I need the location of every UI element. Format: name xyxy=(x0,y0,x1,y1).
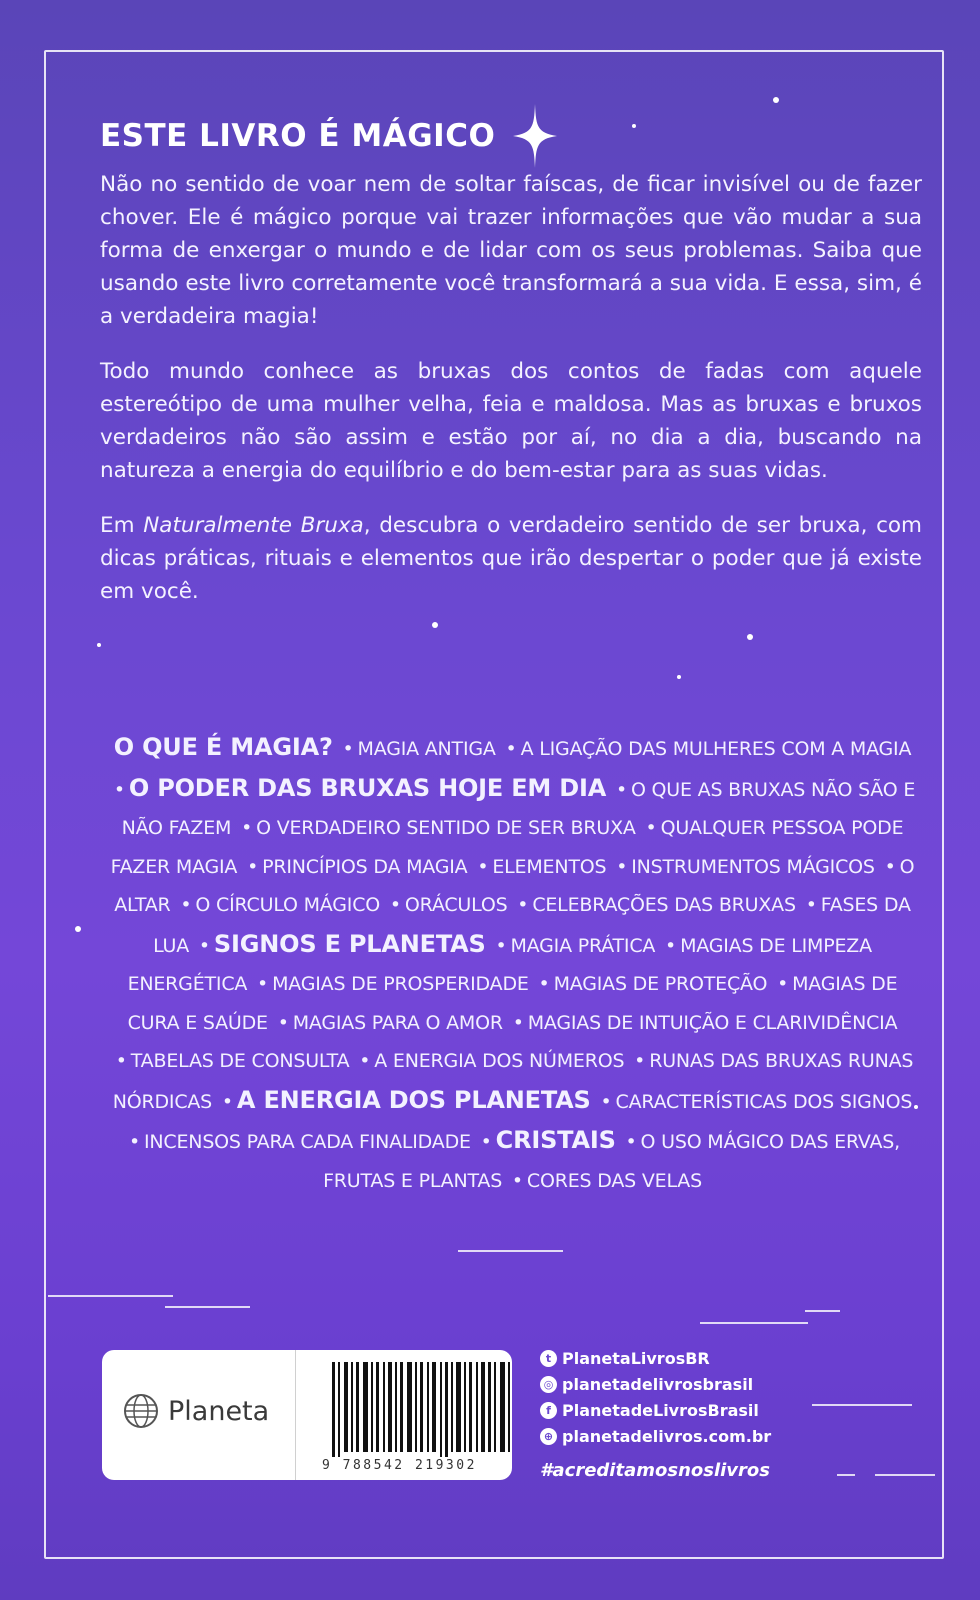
topic-separator: • xyxy=(777,973,789,995)
topic-separator: • xyxy=(480,1131,492,1153)
topic-item: INCENSOS PARA CADA FINALIDADE xyxy=(144,1131,471,1153)
facebook-icon: f xyxy=(540,1402,557,1419)
topic-item: MAGIAS DE PROSPERIDADE xyxy=(272,973,529,995)
topic-separator: • xyxy=(277,1011,289,1034)
star-decoration xyxy=(677,675,681,679)
social-instagram[interactable] xyxy=(540,1371,771,1397)
social-twitter-text: PlanetaLivrosBR xyxy=(562,1348,710,1368)
topic-separator: • xyxy=(512,1011,524,1034)
line-decoration xyxy=(458,1250,563,1252)
topic-item: A LIGAÇÃO DAS MULHERES COM A MAGIA xyxy=(520,738,912,760)
topic-separator: • xyxy=(180,894,192,916)
topic-item: O QUE É MAGIA? xyxy=(113,733,333,761)
social-website-text: planetadelivros.com.br xyxy=(562,1426,772,1446)
topic-separator: • xyxy=(805,894,817,916)
topic-item: RUNAS DAS BRUXAS RUNAS NÓRDICAS xyxy=(112,1050,914,1113)
topic-item: MAGIAS DE PROTEÇÃO xyxy=(553,973,768,995)
line-decoration xyxy=(837,1474,855,1476)
topic-item: MAGIA PRÁTICA xyxy=(510,934,656,957)
topic-separator: • xyxy=(247,855,259,878)
topic-item: PRINCÍPIOS DA MAGIA xyxy=(262,855,468,878)
instagram-icon: ◎ xyxy=(540,1376,557,1393)
topic-separator: • xyxy=(495,934,507,957)
topic-item: ELEMENTOS xyxy=(492,855,607,878)
topic-separator: • xyxy=(113,778,125,801)
topic-separator: • xyxy=(389,894,401,916)
topic-item: ORÁCULOS xyxy=(404,894,508,916)
topic-separator: • xyxy=(257,973,269,995)
star-decoration xyxy=(914,1105,918,1109)
topic-item: MAGIAS DE LIMPEZA ENERGÉTICA xyxy=(127,934,872,995)
topic-item: A ENERGIA DOS NÚMEROS xyxy=(374,1050,625,1072)
book-title: Naturalmente Bruxa xyxy=(143,513,364,538)
topics-list xyxy=(100,728,925,1200)
topic-item: O ALTAR xyxy=(114,855,915,916)
line-decoration xyxy=(165,1306,250,1308)
star-decoration xyxy=(75,926,81,932)
topic-separator: • xyxy=(221,1090,233,1113)
social-facebook[interactable] xyxy=(540,1397,771,1423)
topic-item: CRISTAIS xyxy=(495,1126,616,1154)
topic-item: MAGIA ANTIGA xyxy=(357,738,496,760)
twitter-icon: t xyxy=(540,1350,557,1367)
topic-item: O CÍRCULO MÁGICO xyxy=(195,894,381,916)
topic-item: O VERDADEIRO SENTIDO DE SER BRUXA xyxy=(256,817,636,839)
topic-separator: • xyxy=(884,855,896,878)
line-decoration xyxy=(875,1474,935,1476)
topic-separator: • xyxy=(615,778,627,801)
topic-separator: • xyxy=(359,1050,371,1072)
card-divider xyxy=(295,1350,296,1480)
topic-separator: • xyxy=(616,855,628,878)
topic-separator: • xyxy=(129,1131,141,1153)
topic-separator: • xyxy=(517,894,529,916)
topic-item: O PODER DAS BRUXAS HOJE EM DIA xyxy=(128,773,607,802)
topic-separator: • xyxy=(505,738,517,760)
web-icon: ⊕ xyxy=(540,1428,557,1445)
topic-item: MAGIAS DE INTUIÇÃO E CLARIVIDÊNCIA xyxy=(527,1011,898,1034)
intro-paragraph-1: Não no sentido de voar nem de soltar faíscas, de ficar invisível ou de fazer chover. Ele é mágico porque vai trazer informações que vão mudar a sua forma de enxergar o mundo e de lidar com os seus problemas. Saiba que usando este livro corretamente você transformará a sua vida. E essa, sim, é a verdadeira magia! xyxy=(100,172,922,329)
line-decoration xyxy=(48,1295,173,1297)
star-decoration xyxy=(747,634,753,640)
topic-item: CARACTERÍSTICAS DOS SIGNOS xyxy=(615,1090,913,1113)
isbn-number: 9 788542 219302 xyxy=(322,1458,477,1473)
social-twitter[interactable] xyxy=(540,1345,771,1371)
topic-item: CELEBRAÇÕES DAS BRUXAS xyxy=(532,894,796,916)
topic-item: O USO MÁGICO DAS ERVAS, FRUTAS E PLANTAS xyxy=(323,1131,900,1192)
publisher-logo xyxy=(122,1392,269,1430)
topic-item: O QUE AS BRUXAS NÃO SÃO E NÃO FAZEM xyxy=(121,778,916,839)
star-decoration xyxy=(97,643,101,647)
topic-separator: • xyxy=(665,934,677,957)
social-facebook-text: PlanetadeLivrosBrasil xyxy=(562,1400,759,1420)
barcode-image xyxy=(332,1362,512,1457)
topic-item: TABELAS DE CONSULTA xyxy=(130,1050,350,1072)
line-decoration xyxy=(812,1404,912,1406)
barcode-card xyxy=(102,1350,512,1480)
topic-separator: • xyxy=(645,817,657,839)
social-website[interactable] xyxy=(540,1423,771,1449)
topic-item: MAGIAS PARA O AMOR xyxy=(292,1011,503,1034)
topics-paragraph xyxy=(100,728,925,1200)
back-cover-heading: ESTE LIVRO É MÁGICO xyxy=(100,118,496,154)
topic-separator: • xyxy=(511,1169,523,1192)
publisher-name: Planeta xyxy=(168,1395,270,1427)
topic-separator: • xyxy=(198,934,210,957)
topic-separator: • xyxy=(241,817,253,839)
topic-item: A ENERGIA DOS PLANETAS xyxy=(236,1085,591,1114)
star-decoration xyxy=(773,97,779,103)
line-decoration xyxy=(805,1310,840,1312)
star-decoration xyxy=(432,622,438,628)
star-decoration xyxy=(632,124,636,128)
intro-text xyxy=(100,168,922,630)
intro-paragraph-2: Todo mundo conhece as bruxas dos contos de fadas com aquele estereótipo de uma mulher velha, feia e maldosa. Mas as bruxas e bruxos verdadeiros não são assim e estão por aí, no dia a dia, buscando na natureza a energia do equilíbrio e do bem-estar para as suas vidas. xyxy=(100,359,922,483)
globe-icon xyxy=(122,1392,160,1430)
topic-separator: • xyxy=(342,738,354,760)
topic-item: FASES DA LUA xyxy=(153,894,911,957)
topic-item: QUALQUER PESSOA PODE FAZER MAGIA xyxy=(110,817,904,878)
topic-separator: • xyxy=(538,973,550,995)
social-instagram-text: planetadelivrosbrasil xyxy=(562,1374,754,1394)
topic-separator: • xyxy=(115,1050,127,1072)
intro-paragraph-3: Em Naturalmente Bruxa, descubra o verdadeiro sentido de ser bruxa, com dicas práticas, rituais e elementos que irão despertar o poder que já existe em você. xyxy=(100,513,922,604)
topic-separator: • xyxy=(477,855,489,878)
hashtag: #acreditamosnoslivros xyxy=(540,1460,770,1481)
topic-separator: • xyxy=(600,1090,612,1113)
topic-item: INSTRUMENTOS MÁGICOS xyxy=(631,855,875,878)
topic-item: MAGIAS DE CURA E SAÚDE xyxy=(127,973,898,1034)
heading-row xyxy=(100,104,557,168)
line-decoration xyxy=(700,1322,808,1324)
topic-separator: • xyxy=(625,1131,637,1153)
sparkle-icon xyxy=(513,104,557,168)
social-links xyxy=(540,1345,771,1449)
topic-item: SIGNOS E PLANETAS xyxy=(213,929,486,958)
topic-item: CORES DAS VELAS xyxy=(526,1169,702,1192)
topic-separator: • xyxy=(634,1050,646,1072)
